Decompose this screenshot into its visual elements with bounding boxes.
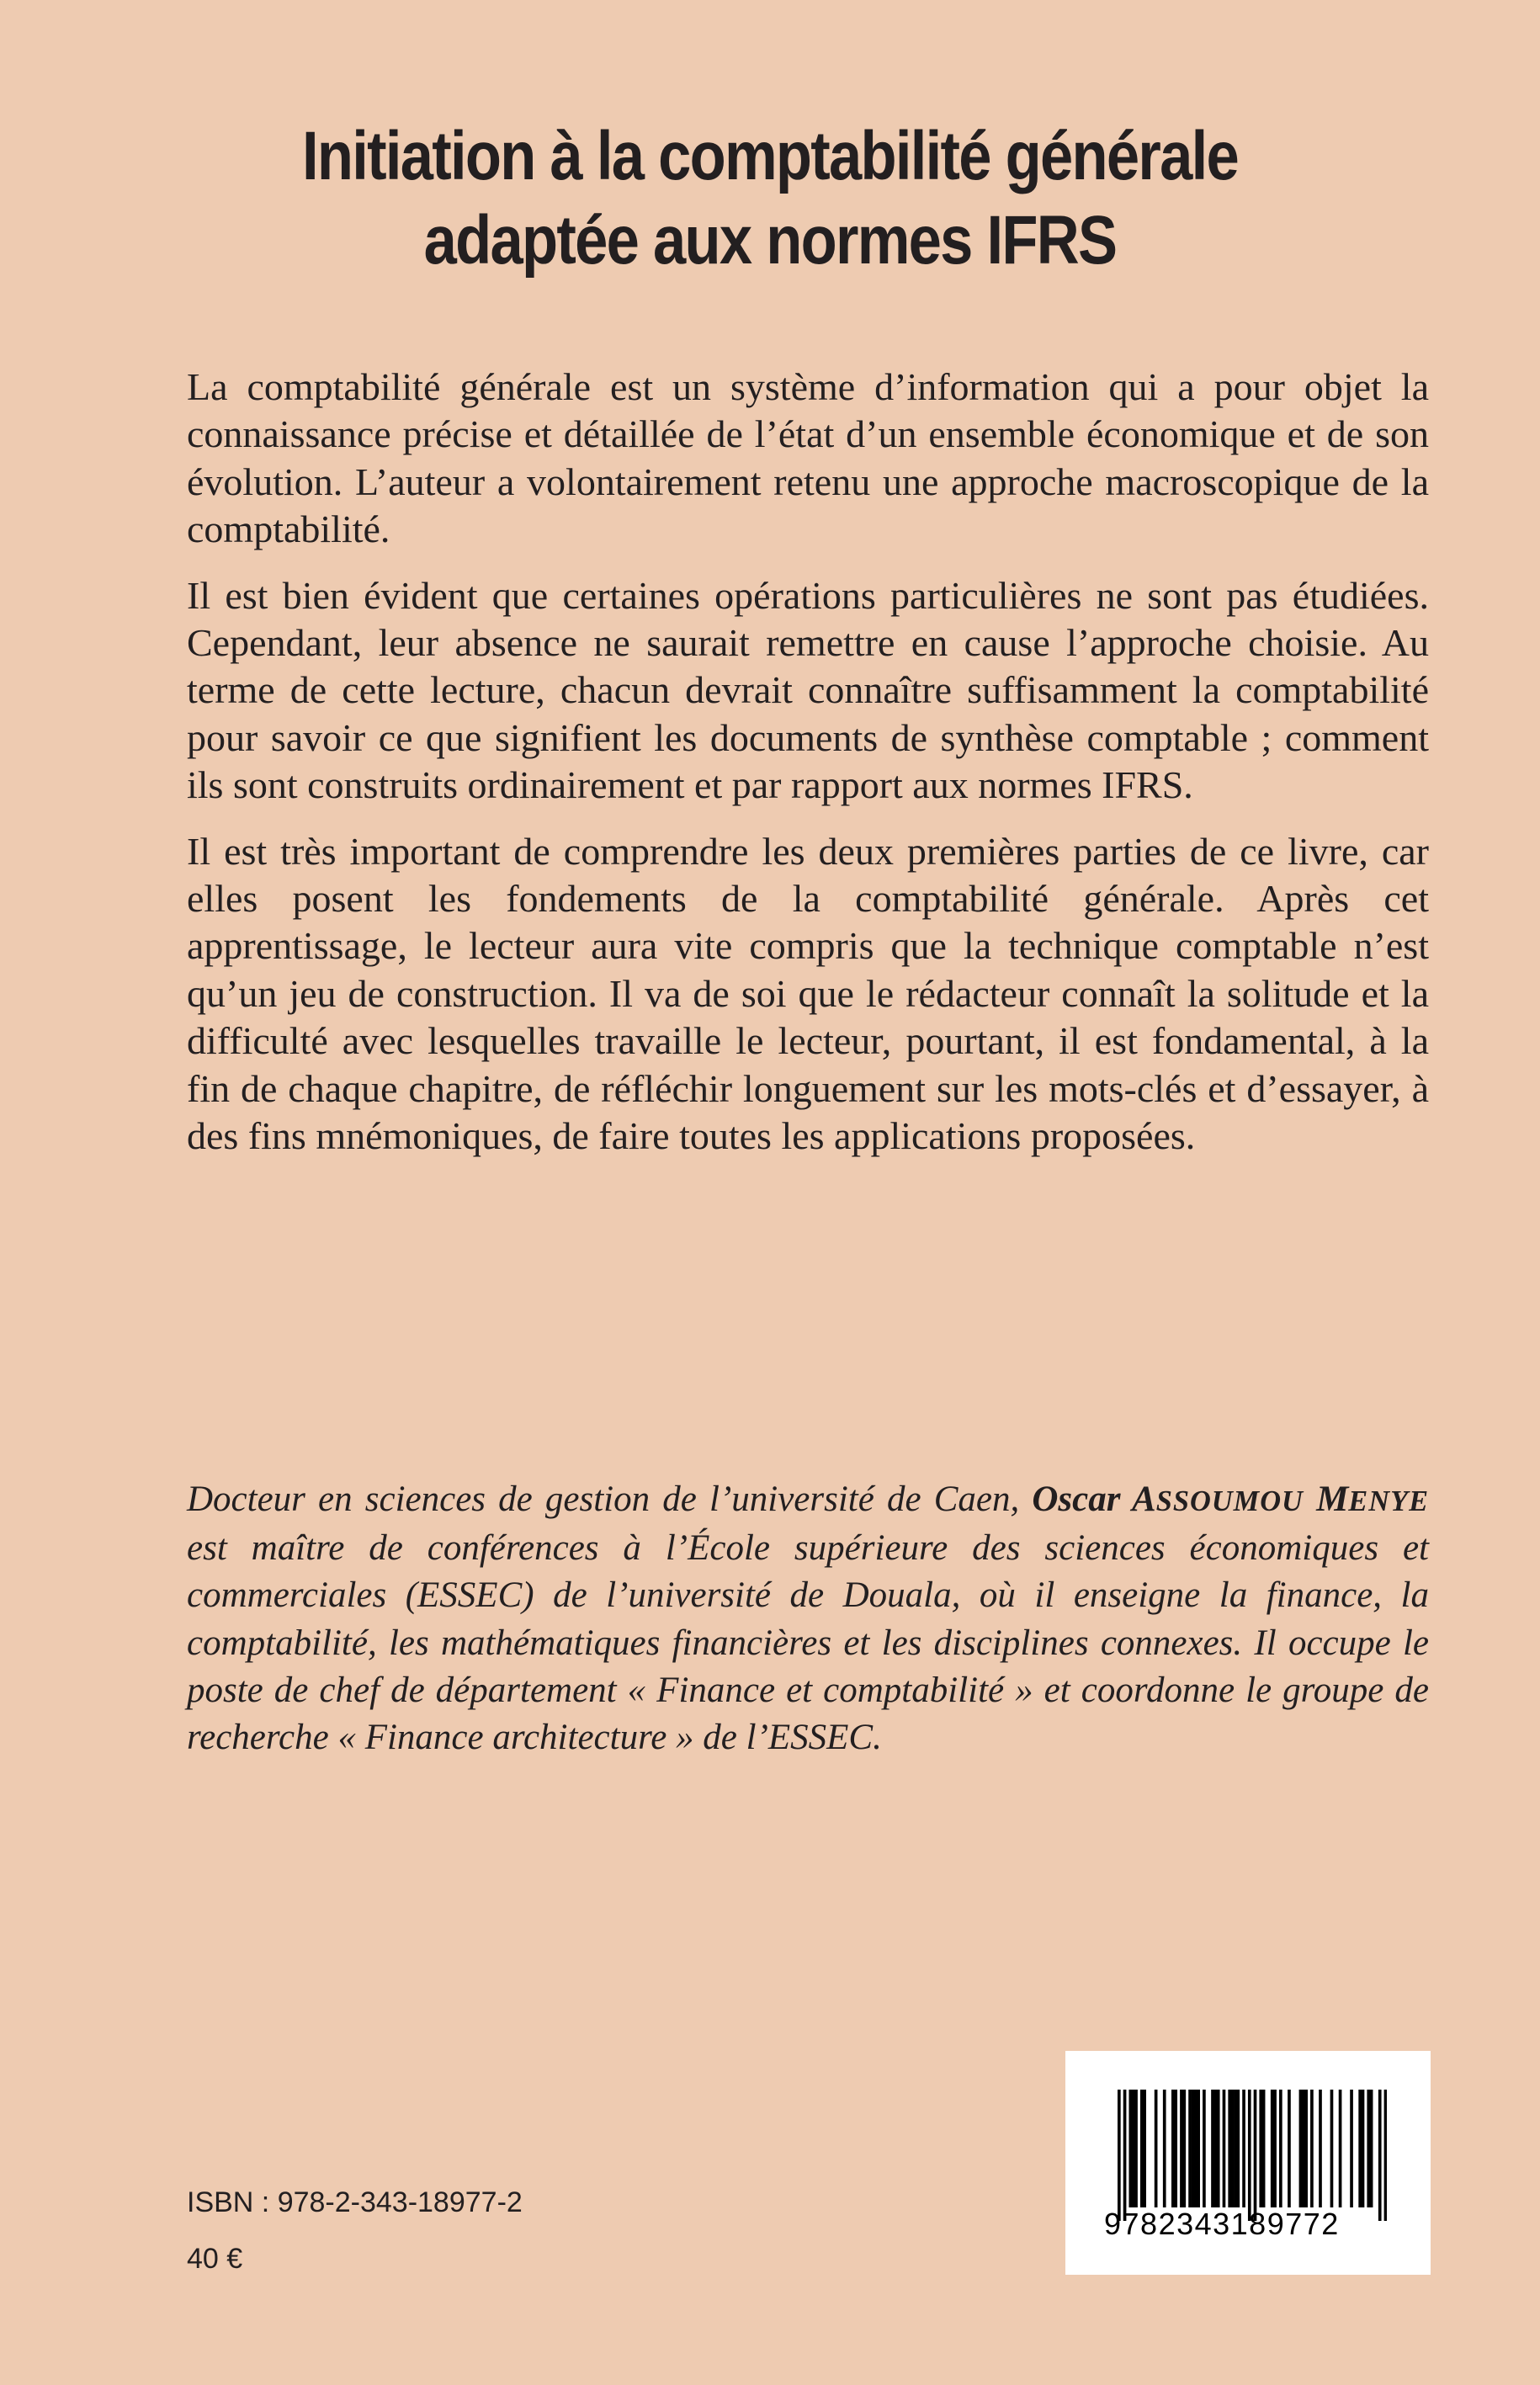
barcode-bar (1288, 2090, 1291, 2207)
barcode-bars (1118, 2090, 1387, 2224)
bio-rest: est maître de conférences à l’École supérieure des sciences économiques et commerciales (ESSEC) de l’université de Douala, où il enseigne la finance, la comptabilité, les mathématiques financières et les disciplines connexes. Il occupe le poste de chef de département « Finance et comptabilité » et coordonne le groupe de recherche « Finance architecture » de l’ESSEC. (187, 1528, 1429, 1758)
barcode-bar (1358, 2090, 1362, 2207)
barcode-bar (1262, 2090, 1266, 2207)
barcode-bar (1248, 2090, 1251, 2221)
author-first-name: Oscar (1032, 1479, 1121, 1519)
barcode-bar (1242, 2090, 1245, 2207)
barcode-bar (1302, 2090, 1305, 2207)
barcode-bar (1174, 2090, 1177, 2207)
description-paragraph-3: Il est très important de comprendre les deux premières parties de ce livre, car elles posent les fondements de la comptabilité générale. Après cet apprentissage, le lecteur aura vite compris que la technique comptable n’est qu’un jeu de construction. Il va de soi que le rédacteur connaît la solitude et la difficulté avec lesquelles travaille le lecteur, pourtant, il est fondamental, à la fin de chaque chapitre, de réfléchir longuement sur les mots-clés et d’essayer, à des fins mnémoniques, de faire toutes les applications proposées. (187, 829, 1429, 1158)
barcode-bar (1155, 2090, 1158, 2207)
barcode-bar (1378, 2090, 1382, 2221)
barcode-bar (1140, 2090, 1144, 2207)
barcode-bar (1223, 2090, 1226, 2207)
barcode-bar (1197, 2090, 1200, 2207)
barcode-bar (1180, 2090, 1183, 2207)
barcode-bar (1367, 2090, 1370, 2207)
barcode-bar (1273, 2090, 1277, 2207)
barcode-digits: 9782343189772 (1104, 2207, 1340, 2241)
description-paragraph-1: La comptabilité générale est un système d’information qui a pour objet la connaissance précise et détaillée de l’état d’un ensemble économique et de son évolution. L’auteur a volontairement retenu une approche macroscopique de la comptabilité. (187, 365, 1429, 551)
barcode-bar (1339, 2090, 1342, 2207)
barcode-bar (1304, 2090, 1308, 2207)
barcode-bar (1123, 2090, 1127, 2221)
barcode-bar (1384, 2090, 1387, 2221)
barcode-bar (1203, 2090, 1206, 2207)
author-last-name-1-rest: SSOUMOU (1155, 1485, 1304, 1517)
barcode-bar (1228, 2090, 1231, 2207)
barcode-bar (1214, 2090, 1218, 2207)
barcode-bar (1330, 2090, 1334, 2207)
author-last-name-2-initial: M (1316, 1479, 1349, 1519)
bio-intro: Docteur en sciences de gestion de l’université de Caen, (187, 1479, 1033, 1519)
price: 40 € (187, 2243, 243, 2275)
barcode-bar (1319, 2090, 1322, 2207)
description-paragraph-2: Il est bien évident que certaines opérations particulières ne sont pas étudiées. Cependant, leur absence ne saurait remettre en cause l’approche choisie. Au terme de cette lecture, chacun devrait connaître suffisamment la comptabilité pour savoir ce que signifient les documents de synthèse comptable ; comment ils sont construits ordinairement et par rapport aux normes IFRS. (187, 573, 1429, 807)
barcode-bar (1134, 2090, 1138, 2207)
barcode-bar (1231, 2090, 1235, 2207)
barcode-bar (1211, 2090, 1214, 2207)
barcode-bar (1182, 2090, 1186, 2207)
barcode-bar (1192, 2090, 1195, 2207)
barcode (1065, 2051, 1431, 2275)
barcode-bar (1171, 2090, 1175, 2207)
barcode-bar (1188, 2090, 1192, 2207)
barcode-bar (1271, 2090, 1274, 2207)
barcode-bar (1128, 2090, 1132, 2207)
barcode-bar (1217, 2090, 1220, 2207)
barcode-bar (1143, 2090, 1146, 2207)
barcode-bar (1310, 2090, 1314, 2207)
barcode-bar (1299, 2090, 1303, 2207)
book-title-line-2: adaptée aux normes IFRS (423, 202, 1117, 279)
barcode-bar (1163, 2090, 1166, 2207)
barcode-bar (1362, 2090, 1365, 2207)
barcode-bar (1254, 2090, 1257, 2221)
barcode-bar (1236, 2090, 1240, 2207)
author-last-name-1-initial: A (1132, 1479, 1156, 1519)
isbn: ISBN : 978-2-343-18977-2 (187, 2186, 523, 2218)
barcode-bar (1132, 2090, 1135, 2207)
barcode-bar (1350, 2090, 1353, 2207)
book-title (108, 114, 1432, 283)
barcode-bar (1259, 2090, 1262, 2207)
barcode-bar (1118, 2090, 1121, 2221)
author-name (1032, 1479, 1429, 1519)
author-bio (187, 1476, 1429, 1761)
barcode-bar (1194, 2090, 1197, 2207)
barcode-bar (1279, 2090, 1282, 2207)
author-last-name-2-rest: ENYE (1348, 1485, 1430, 1517)
barcode-bar (1234, 2090, 1237, 2207)
book-title-line-1: Initiation à la comptabilité générale (302, 118, 1238, 194)
description (187, 364, 1429, 1179)
barcode-bar (1370, 2090, 1373, 2207)
